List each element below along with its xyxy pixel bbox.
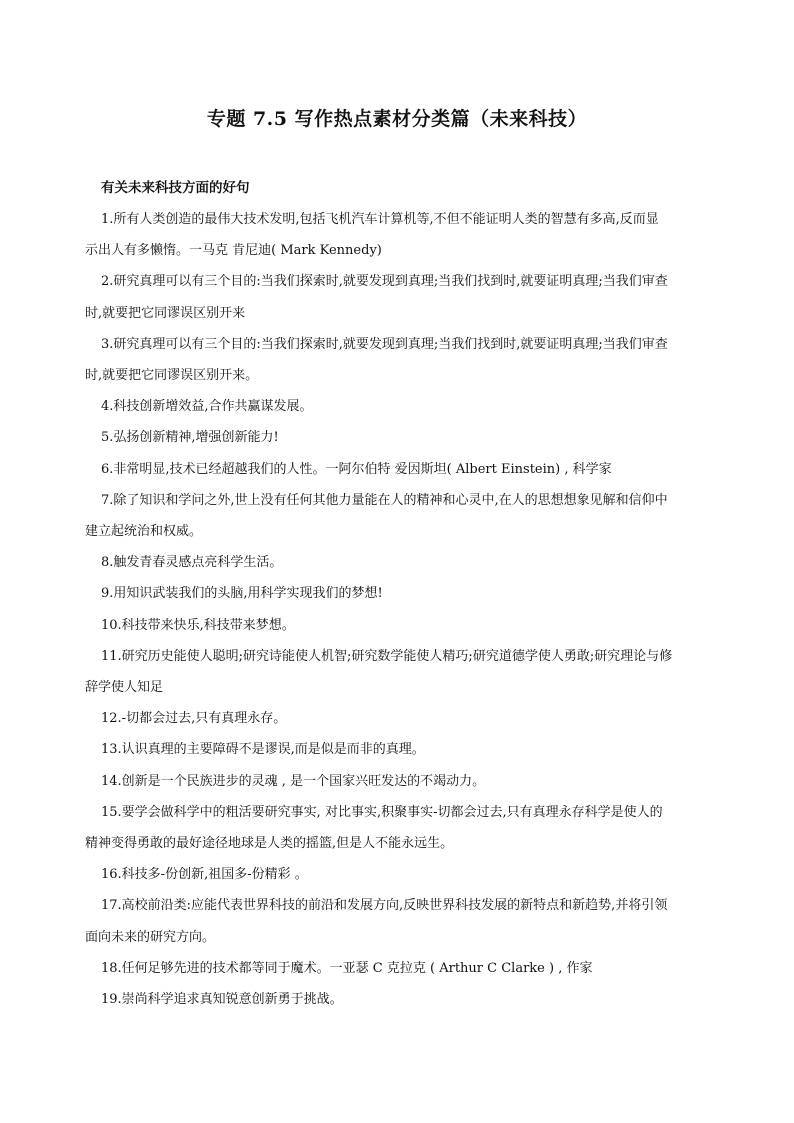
list-item-text: 4.科技创新增效益,合作共赢谋发展。 bbox=[101, 399, 313, 415]
list-item-text: 7.除了知识和学问之外,世上没有任何其他力量能在人的精神和心灵中,在人的思想想象见解和信仰中 bbox=[101, 492, 668, 508]
list-item bbox=[85, 204, 723, 266]
list-item-text: 12.-切都会过去,只有真理永存。 bbox=[101, 711, 287, 727]
page-title: 专题 7.5 写作热点素材分类篇（未来科技） bbox=[206, 108, 588, 130]
list-item bbox=[85, 485, 723, 547]
list-item-text: 3.研究真理可以有三个目的:当我们探索时,就要发现到真理;当我们找到时,就要证明真理;当我们审查 bbox=[101, 336, 668, 352]
list-item-text: 14.创新是一个民族进步的灵魂 , 是一个国家兴旺发达的不竭动力。 bbox=[101, 773, 486, 789]
list-item bbox=[85, 266, 723, 328]
list-item bbox=[101, 703, 723, 734]
list-item-text: 10.科技带来快乐,科技带来梦想。 bbox=[101, 617, 295, 633]
list-item-text-continued: 示出人有多懒惰。一马克 肯尼迪( Mark Kennedy) bbox=[85, 243, 382, 259]
list-item-text-continued: 精神变得勇敢的最好途径地球是人类的摇篮,但是人不能永远生。 bbox=[85, 836, 454, 852]
section-heading: 有关未来科技方面的好句 bbox=[101, 180, 250, 196]
list-item-text: 1.所有人类创造的最伟大技术发明,包括飞机汽车计算机等,不但不能证明人类的智慧有多高,反而显 bbox=[101, 212, 659, 227]
list-item-text: 19.崇尚科学追求真知锐意创新勇于挑战。 bbox=[101, 992, 343, 1008]
list-item bbox=[85, 329, 723, 391]
list-item-text-continued: 建立起统治和权威。 bbox=[85, 524, 203, 540]
list-item-text: 18.任何足够先进的技术都等同于魔术。一亚瑟 C 克拉克 ( Arthur C Clarke ) , 作家 bbox=[101, 960, 593, 976]
list-item bbox=[101, 422, 723, 453]
list-item bbox=[101, 578, 723, 609]
list-item bbox=[101, 766, 723, 797]
list-item bbox=[85, 890, 723, 952]
list-item bbox=[101, 859, 723, 890]
list-item-text-continued: 辞学使人知足 bbox=[85, 680, 164, 696]
list-item-text: 9.用知识武装我们的头脑,用科学实现我们的梦想! bbox=[101, 586, 383, 602]
list-item-text-continued: 时,就要把它同谬误区别开来。 bbox=[85, 368, 259, 384]
list-item-text: 8.触发青春灵感点亮科学生活。 bbox=[101, 555, 283, 571]
list-item-text: 6.非常明显,技术已经超越我们的人性。一阿尔伯特 爱因斯坦( Albert Einstein) , 科学家 bbox=[101, 461, 612, 477]
quote-list bbox=[85, 204, 723, 1015]
list-item bbox=[101, 454, 723, 485]
list-item bbox=[101, 547, 723, 578]
list-item bbox=[101, 953, 723, 984]
list-item-text: 17.高校前沿类:应能代表世界科技的前沿和发展方向,反映世界科技发展的新特点和新趋势,并将引领 bbox=[101, 898, 668, 914]
list-item bbox=[85, 797, 723, 859]
list-item-text-continued: 面向未来的研究方向。 bbox=[85, 929, 216, 945]
list-item-text: 2.研究真理可以有三个目的:当我们探索时,就要发现到真理;当我们找到时,就要证明真理;当我们审查 bbox=[101, 274, 668, 290]
list-item-text: 11.研究历史能使人聪明;研究诗能使人机智;研究数学能使人精巧;研究道德学使人勇敢;研究理论与修 bbox=[101, 648, 673, 664]
list-item-text-continued: 时,就要把它同谬误区别开来 bbox=[85, 305, 246, 321]
list-item bbox=[101, 734, 723, 765]
list-item bbox=[85, 641, 723, 703]
list-item bbox=[101, 391, 723, 422]
list-item-text: 15.要学会做科学中的粗活要研究事实, 对比事实,积聚事实-切都会过去,只有真理永存科学是使人的 bbox=[101, 804, 663, 820]
list-item-text: 16.科技多-份创新,祖国多-份精彩 。 bbox=[101, 867, 308, 883]
list-item-text: 13.认识真理的主要障碍不是谬误,而是似是而非的真理。 bbox=[101, 742, 425, 758]
list-item-text: 5.弘扬创新精神,增强创新能力! bbox=[101, 430, 279, 446]
list-item bbox=[101, 984, 723, 1015]
list-item bbox=[101, 610, 723, 641]
